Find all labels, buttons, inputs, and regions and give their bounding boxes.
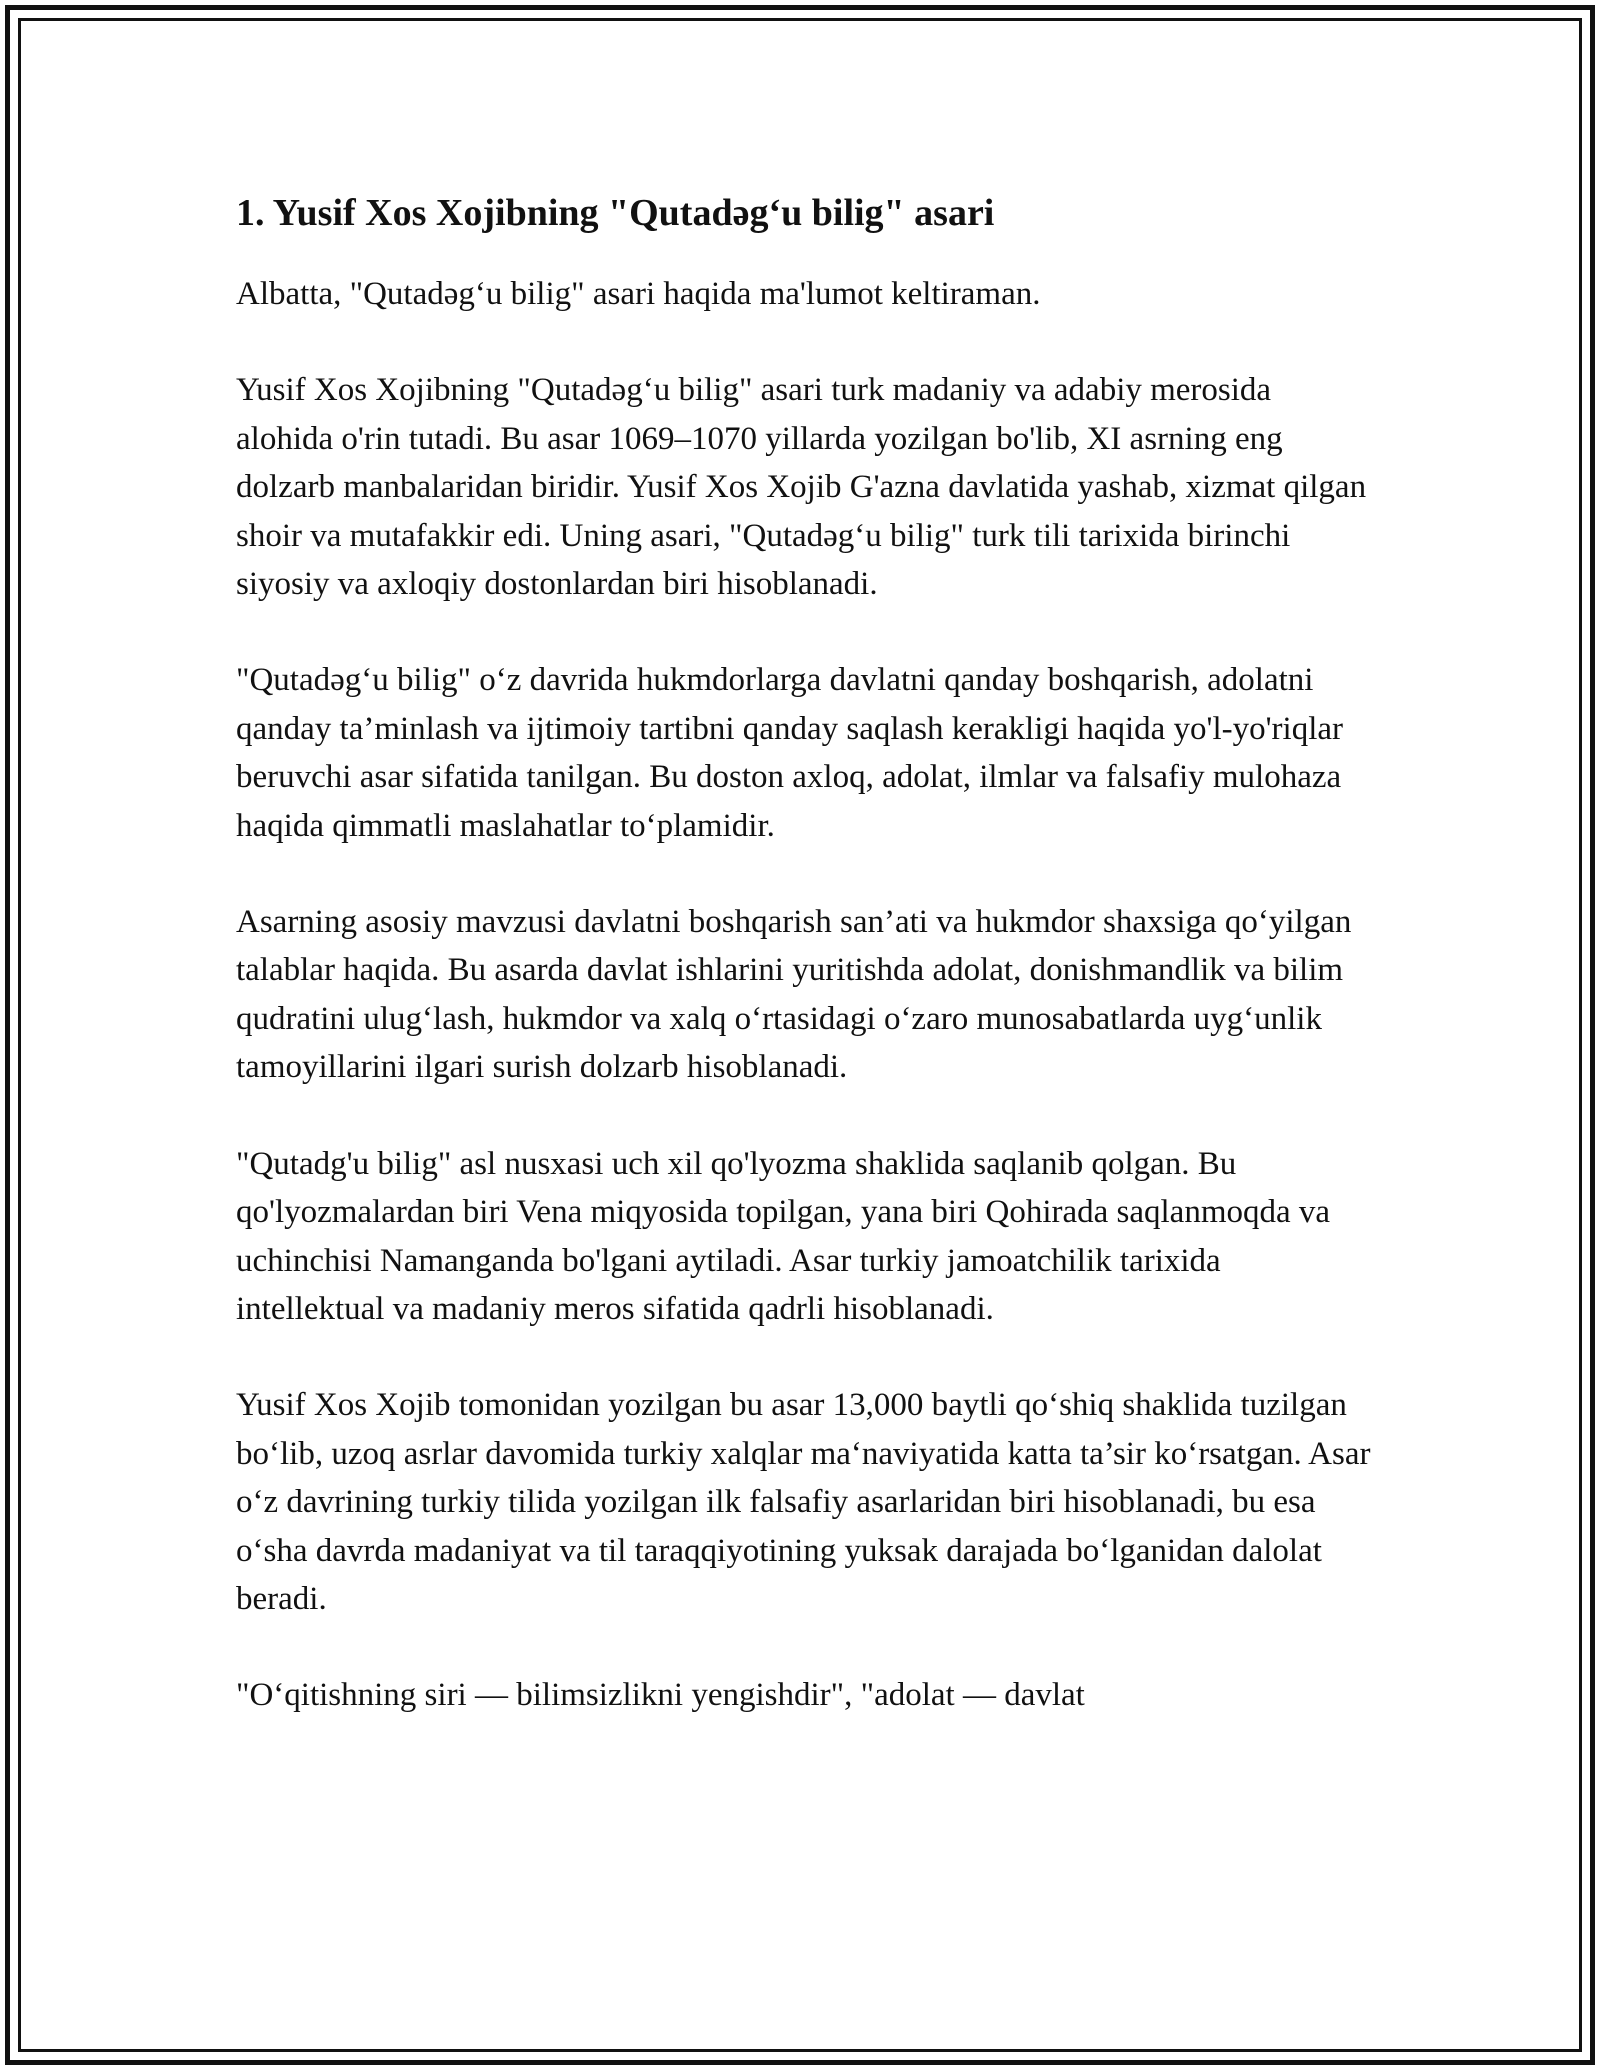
paragraph-intro: Albatta, "Qutadəg‘u bilig" asari haqida ma'lumot keltiraman.	[236, 276, 1041, 312]
paragraph-author: Yusif Xos Xojibning "Qutadəg‘u bilig" asari turk madaniy va adabiy merosida alohida o'rin tutadi. Bu asar 1069–1070 yillarda yozilgan bo'lib, XI asrning eng dolzarb manbalaridan biridir. Yusif Xos Xojib G'azna davlatida yashab, xizmat qilgan shoir va mutafakkir edi. Uning asari, "Qutadəg‘u bilig" turk tili tarixida birinchi siyosiy va axloqiy dostonlardan biri hisoblanadi.	[236, 372, 1367, 603]
paragraph-theme: Asarning asosiy mavzusi davlatni boshqarish san’ati va hukmdor shaxsiga qo‘yilgan talablar haqida. Bu asarda davlat ishlarini yuritishda adolat, donishmandlik va bilim qudratini ulug‘lash, hukmdor va xalq o‘rtasidagi o‘zaro munosabatlarda uyg‘unlik tamoyillarini ilgari surish dolzarb hisoblanadi.	[236, 904, 1352, 1086]
document-heading: 1. Yusif Xos Xojibning "Qutadəg‘u bilig" asari	[236, 192, 995, 234]
document-body	[236, 184, 1376, 1768]
paragraph-purpose: "Qutadəg‘u bilig" o‘z davrida hukmdorlarga davlatni qanday boshqarish, adolatni qanday ta’minlash va ijtimoiy tartibni qanday saqlash kerakligi haqida yo'l-yo'riqlar beruvchi asar sifatida tanilgan. Bu doston axloq, adolat, ilmlar va falsafiy mulohaza haqida qimmatli maslahatlar to‘plamidir.	[236, 662, 1344, 844]
paragraph-manuscripts: "Qutadg'u bilig" asl nusxasi uch xil qo'lyozma shaklida saqlanib qolgan. Bu qo'lyozmalardan biri Vena miqyosida topilgan, yana biri Qohirada saqlanmoqda va uchinchisi Namanganda bo'lgani aytiladi. Asar turkiy jamoatchilik tarixida intellektual va madaniy meros sifatida qadrli hisoblanadi.	[236, 1145, 1331, 1327]
paragraph-quotes: "O‘qitishning siri — bilimsizlikni yengishdir", "adolat — davlat	[236, 1677, 1085, 1714]
paragraph-significance: Yusif Xos Xojib tomonidan yozilgan bu asar 13,000 baytli qo‘shiq shaklida tuzilgan bo‘lib, uzoq asrlar davomida turkiy xalqlar ma‘naviyatida katta ta’sir ko‘rsatgan. Asar o‘z davrining turkiy tilida yozilgan ilk falsafiy asarlaridan biri hisoblanadi, bu esa o‘sha davrda madaniyat va til taraqqiyotining yuksak darajada bo‘lganidan dalolat beradi.	[236, 1387, 1371, 1617]
